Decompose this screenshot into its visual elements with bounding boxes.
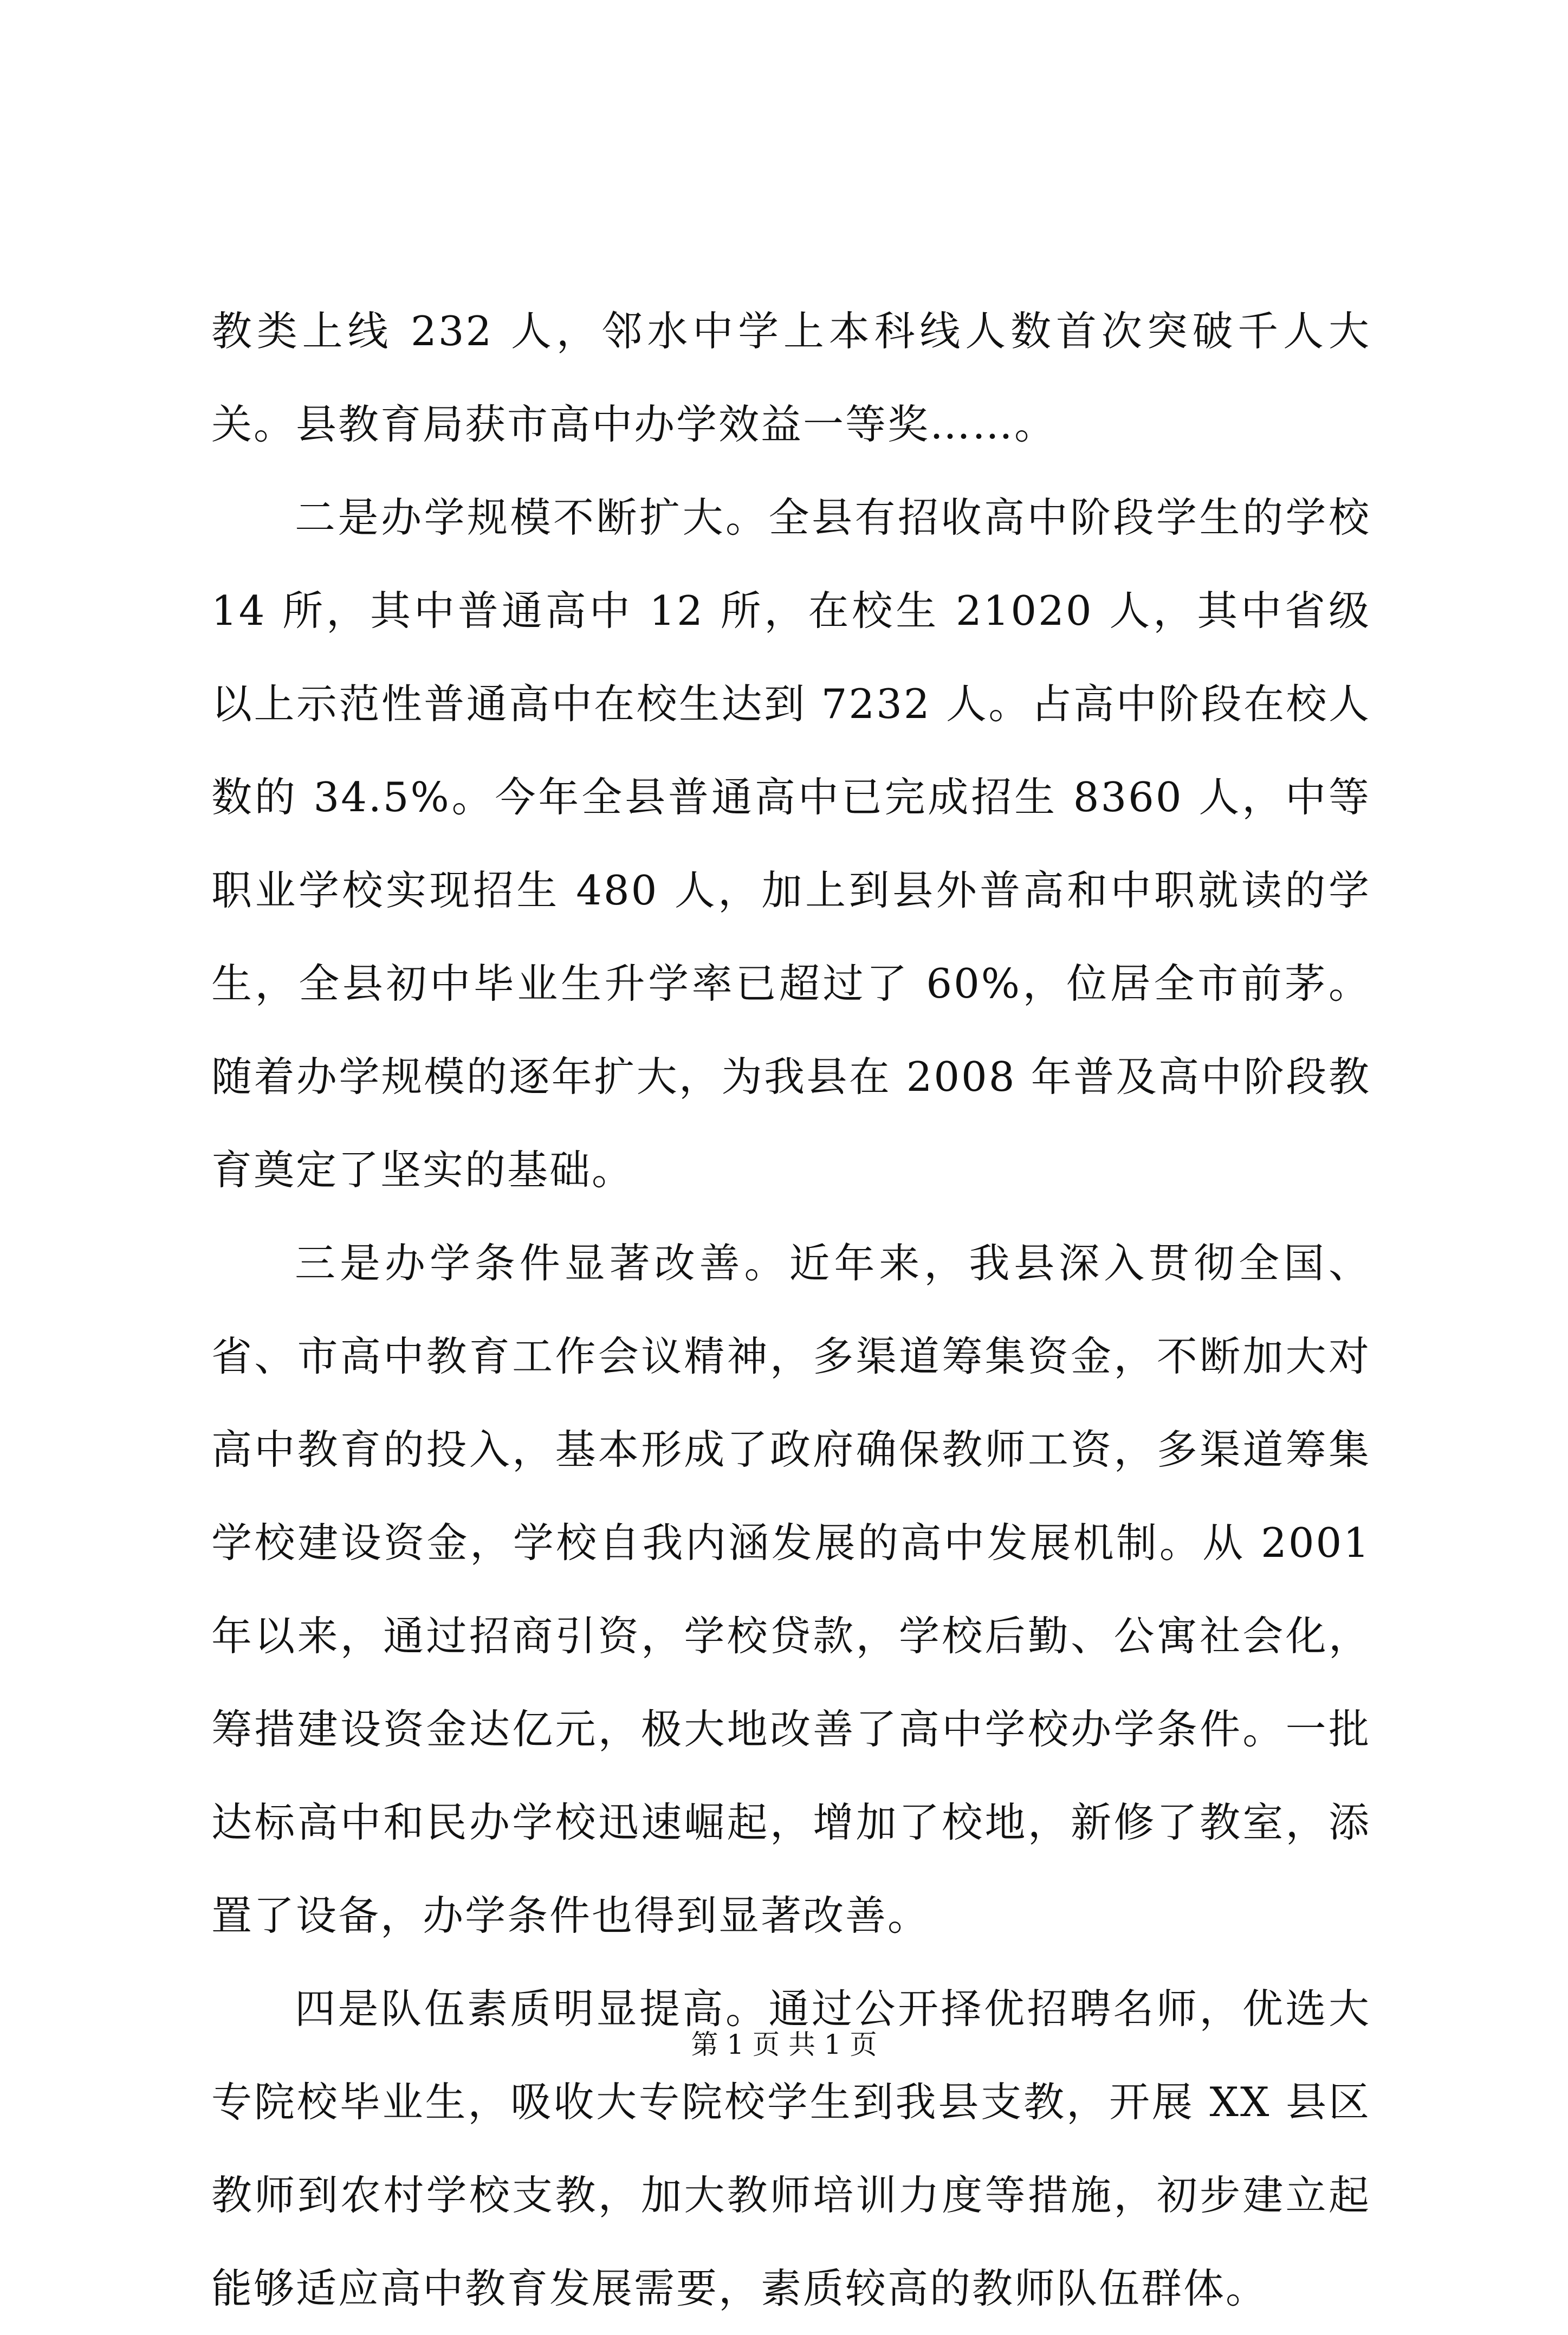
- page-footer: 第 1 页 共 1 页: [691, 2029, 877, 2060]
- paragraph-school-scale: 二是办学规模不断扩大。全县有招收高中阶段学生的学校 14 所，其中普通高中 12 所，在校生 21020 人，其中省级以上示范性普通高中在校生达到 7232 人。占高中阶段在校人数的 34.5%。今年全县普通高中已完成招生 8360 人，中等职业学校实现招生 480 人，加上到县外普高和中职就读的学生，全县初中毕业生升学率已超过了 60%，位居全市前茅。随着办学规模的逐年扩大，为我县在 2008 年普及高中阶段教育奠定了坚实的基础。: [211, 494, 1371, 1194]
- paragraph-teacher-quality: 四是队伍素质明显提高。通过公开择优招聘名师，优选大专院校毕业生，吸收大专院校学生到我县支教，开展 XX 县区教师到农村学校支教，加大教师培训力度等措施，初步建立起能够适应高中教育发展需要，素质较高的教师队伍群体。: [211, 1985, 1371, 2312]
- paragraph-continued: 教类上线 232 人，邻水中学上本科线人数首次突破千人大关。县教育局获市高中办学效益一等奖……。: [211, 307, 1371, 448]
- paragraph-school-conditions: 三是办学条件显著改善。近年来，我县深入贯彻全国、省、市高中教育工作会议精神，多渠道筹集资金，不断加大对高中教育的投入，基本形成了政府确保教师工资，多渠道筹集学校建设资金，学校自我内涵发展的高中发展机制。从 2001 年以来，通过招商引资，学校贷款，学校后勤、公寓社会化，筹措建设资金达亿元，极大地改善了高中学校办学条件。一批达标高中和民办学校迅速崛起，增加了校地，新修了教室，添置了设备，办学条件也得到显著改善。: [211, 1239, 1371, 1939]
